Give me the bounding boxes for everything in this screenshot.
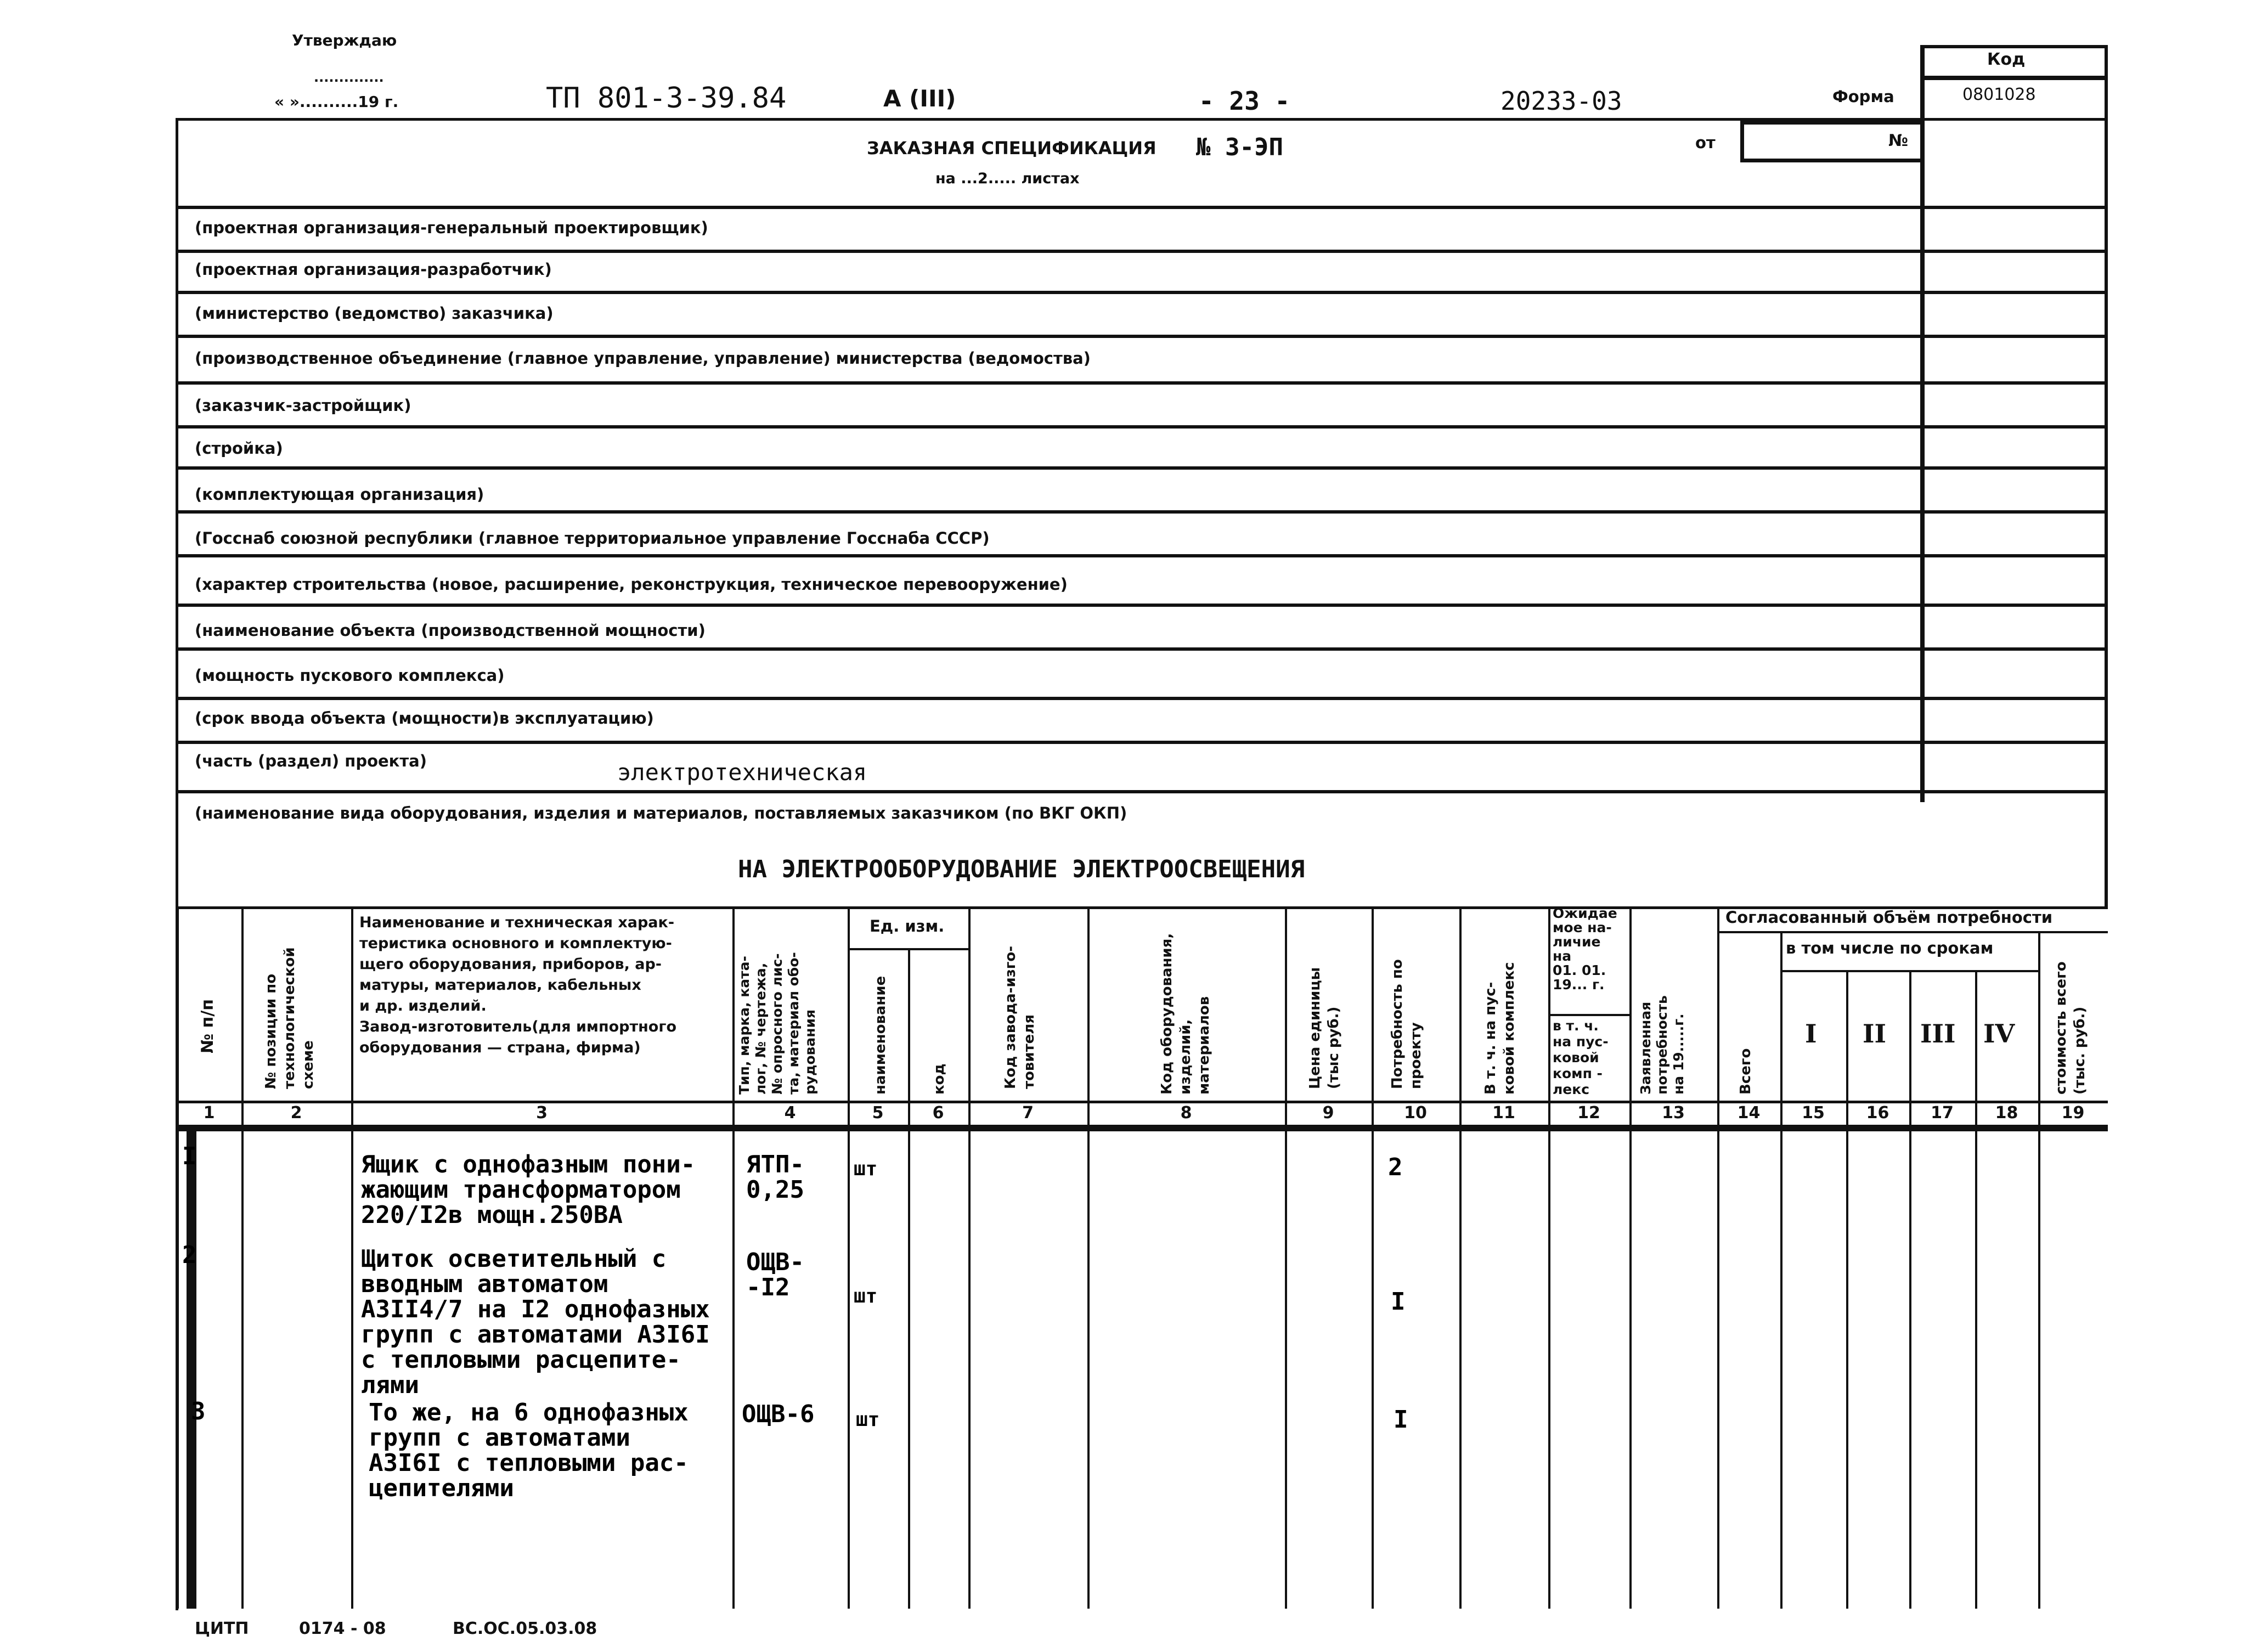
unit-group-header: Ед. изм. bbox=[870, 917, 945, 935]
col-number-14: 14 bbox=[1737, 1103, 1761, 1123]
col-header-11: В т. ч. на пус- ковой комплекс bbox=[1482, 962, 1518, 1095]
col-header-18: IV bbox=[1983, 1019, 2015, 1048]
row-1-number: I bbox=[182, 1142, 197, 1170]
row-2-type: ОЩВ- -I2 bbox=[746, 1248, 804, 1301]
row-1-name: Ящик с однофазным пони- жающим трансформатором 220/I2в мощн.250ВА bbox=[361, 1151, 696, 1229]
col-header-8: Код оборудования, изделий, материалов bbox=[1159, 933, 1212, 1095]
col-header-2: № позиции по технологической схеме bbox=[263, 947, 317, 1089]
field-production-union: (производственное объединение (главное управление, управление) министерства (ведомоства) bbox=[195, 349, 1091, 368]
col-number-6: 6 bbox=[932, 1103, 944, 1123]
col-header-1: № п/п bbox=[198, 999, 217, 1053]
field-gossnab: (Госснаб союзной республики (главное территориальное управление Госснаба СССР) bbox=[195, 529, 990, 548]
project-section-value: электротехническая bbox=[617, 759, 867, 786]
col-number-8: 8 bbox=[1180, 1103, 1192, 1123]
col-number-16: 16 bbox=[1866, 1103, 1889, 1123]
field-ministry: (министерство (ведомство) заказчика) bbox=[195, 304, 554, 323]
col-header-12a: Ожидае мое на- личие на 01. 01. 19... г. bbox=[1553, 905, 1617, 993]
field-startup-capacity: (мощность пускового комплекса) bbox=[195, 666, 505, 685]
col-number-17: 17 bbox=[1931, 1103, 1954, 1123]
col-number-15: 15 bbox=[1802, 1103, 1825, 1123]
approve-label: Утверждаю bbox=[292, 31, 397, 49]
field-customer: (заказчик-застройщик) bbox=[195, 396, 411, 415]
album-label: А (III) bbox=[883, 85, 956, 112]
approve-dots: .............. bbox=[314, 70, 384, 85]
col-number-13: 13 bbox=[1662, 1103, 1685, 1123]
col-number-2: 2 bbox=[290, 1103, 302, 1123]
col-number-5: 5 bbox=[872, 1103, 884, 1123]
field-supplier: (комплектующая организация) bbox=[195, 485, 484, 504]
row-2-number: 2 bbox=[182, 1241, 197, 1269]
row-2-quantity: I bbox=[1391, 1288, 1406, 1316]
main-heading: НА ЭЛЕКТРООБОРУДОВАНИЕ ЭЛЕКТРООСВЕЩЕНИЯ bbox=[738, 855, 1305, 883]
page-number: - 23 - bbox=[1199, 86, 1290, 116]
approve-date: « »..........19 г. bbox=[274, 93, 399, 111]
col-number-12: 12 bbox=[1577, 1103, 1600, 1123]
col-header-3: Наименование и техническая харак- теристика основного и комплектую- щего оборудования, приборов, ар- матуры, материалов, кабельных и др. изделий. Завод-изготовитель(для импортного оборудования — страна, фирма) bbox=[359, 914, 677, 1056]
row-3-name: То же, на 6 однофазных групп с автоматами АЗI6I с тепловыми рас- цепителями bbox=[369, 1399, 689, 1502]
col-header-9: Цена единицы (тыс руб.) bbox=[1307, 967, 1342, 1089]
col-number-9: 9 bbox=[1322, 1103, 1334, 1123]
col-header-12b: в т. ч. на пус- ковой комп - лекс bbox=[1553, 1018, 1609, 1097]
col-number-3: 3 bbox=[536, 1103, 548, 1123]
col-header-15: I bbox=[1805, 1019, 1817, 1048]
field-object-name: (наименование объекта (производственной мощности) bbox=[195, 621, 706, 640]
doc-code: ТП 801-3-39.84 bbox=[546, 82, 787, 115]
archive-number: 20233-03 bbox=[1501, 86, 1622, 116]
field-construction: (стройка) bbox=[195, 439, 283, 458]
row-2-unit: шт bbox=[854, 1285, 878, 1307]
form-code: 0801028 bbox=[1962, 85, 2036, 104]
col-header-14: Всего bbox=[1738, 1048, 1754, 1095]
row-2-name: Щиток осветительный с вводным автоматом АЗII4/7 на I2 однофазных групп с автоматами АЗI6I с тепловыми расцепите- лями bbox=[361, 1245, 710, 1399]
col-number-4: 4 bbox=[784, 1103, 796, 1123]
col-header-13: Заявленная потребность на 19.....г. bbox=[1638, 995, 1686, 1095]
sheet-count: на ...2..... листах bbox=[935, 170, 1080, 187]
equipment-caption: (наименование вида оборудования, изделия и материалов, поставляемых заказчиком (по ВКГ ОКП) bbox=[195, 804, 1127, 822]
number-label: № bbox=[1888, 131, 1909, 150]
col-header-6: код bbox=[931, 1063, 947, 1095]
col-header-17: III bbox=[1920, 1019, 1956, 1048]
row-3-quantity: I bbox=[1394, 1406, 1408, 1434]
col-header-19: стоимость всего (тыс. руб.) bbox=[2053, 961, 2088, 1095]
col-header-4: Тип, марка, ката- лог, № чертежа, № опросного лис- та, материал обо- рудования bbox=[736, 952, 818, 1095]
col-number-18: 18 bbox=[1995, 1103, 2018, 1123]
field-project-section: (часть (раздел) проекта) bbox=[195, 752, 427, 770]
field-general-designer: (проектная организация-генеральный проектировщик) bbox=[195, 218, 708, 237]
row-3-number: 3 bbox=[191, 1397, 206, 1425]
spec-number: № 3-ЭП bbox=[1196, 133, 1283, 161]
date-from-label: от bbox=[1695, 133, 1716, 152]
col-number-11: 11 bbox=[1492, 1103, 1515, 1123]
row-3-unit: шт bbox=[856, 1408, 880, 1431]
form-label: Форма bbox=[1832, 87, 1894, 106]
col-number-1: 1 bbox=[203, 1103, 215, 1123]
field-developer: (проектная организация-разработчик) bbox=[195, 260, 552, 279]
col-header-16: II bbox=[1863, 1019, 1887, 1048]
row-1-type: ЯТП- 0,25 bbox=[746, 1151, 804, 1204]
footer-order: 0174 - 08 bbox=[299, 1619, 386, 1638]
kod-label: Код bbox=[1987, 50, 2026, 69]
spec-title: ЗАКАЗНАЯ СПЕЦИФИКАЦИЯ bbox=[867, 138, 1157, 159]
agreed-volume-header: Согласованный объём потребности bbox=[1725, 908, 2053, 927]
col-header-7: Код завода-изго- товителя bbox=[1002, 945, 1037, 1089]
field-construction-type: (характер строительства (новое, расширение, реконструкция, техническое перевооружение) bbox=[195, 575, 1068, 594]
row-1-unit: шт bbox=[854, 1158, 878, 1180]
field-commissioning: (срок ввода объекта (мощности)в эксплуатацию) bbox=[195, 709, 654, 728]
col-header-10: Потребность по проекту bbox=[1389, 959, 1424, 1089]
col-number-7: 7 bbox=[1022, 1103, 1034, 1123]
by-period-header: в том числе по срокам bbox=[1786, 939, 1994, 957]
col-header-5: наименование bbox=[872, 976, 889, 1095]
row-3-type: ОЩВ-6 bbox=[742, 1400, 815, 1428]
col-number-19: 19 bbox=[2061, 1103, 2085, 1123]
row-1-quantity: 2 bbox=[1388, 1153, 1403, 1181]
footer-code: ВС.ОС.05.03.08 bbox=[453, 1619, 597, 1638]
col-number-10: 10 bbox=[1404, 1103, 1427, 1123]
footer-org: ЦИТП bbox=[195, 1619, 249, 1638]
